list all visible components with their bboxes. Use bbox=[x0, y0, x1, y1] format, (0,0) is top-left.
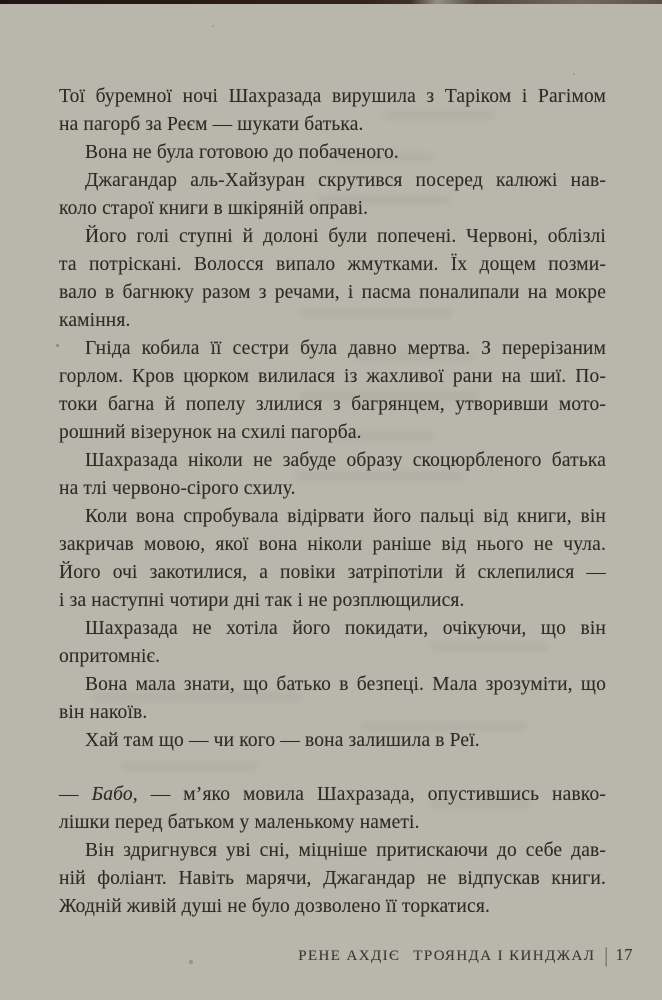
text-segment: Хай там що — чи кого — вона залишила в Реї. bbox=[85, 730, 480, 751]
text-line bbox=[59, 139, 606, 167]
text-line bbox=[59, 699, 606, 727]
text-line bbox=[59, 195, 606, 223]
text-segment: на пагорб за Реєм — шукати батька. bbox=[59, 114, 364, 135]
text-line bbox=[59, 307, 606, 335]
footer-page-number: 17 bbox=[615, 945, 633, 964]
text-segment: Жодній живій душі не було дозволено її торкатися. bbox=[59, 896, 490, 917]
page-top-edge-shadow bbox=[0, 0, 662, 4]
text-segment: Його голі ступні й долоні були попечені. Червоні, облізлі bbox=[85, 226, 606, 247]
text-line bbox=[59, 335, 606, 363]
text-line bbox=[59, 865, 606, 893]
footer-book-title: ТРОЯНДА І КИНДЖАЛ bbox=[413, 948, 596, 964]
paragraph bbox=[59, 83, 606, 139]
text-segment: Він здригнувся уві сні, міцніше притискаючи до себе дав- bbox=[85, 840, 606, 861]
text-line bbox=[59, 671, 606, 699]
paragraph bbox=[59, 727, 606, 755]
text-line bbox=[59, 251, 606, 279]
paragraph bbox=[59, 167, 606, 223]
text-line bbox=[59, 531, 606, 559]
text-segment: Шахразада не хотіла його покидати, очікуючи, що він bbox=[85, 618, 606, 639]
footer-separator: | bbox=[605, 943, 608, 967]
text-line bbox=[59, 419, 606, 447]
text-line bbox=[59, 447, 606, 475]
footer-author: РЕНЕ АХДІЄ bbox=[298, 948, 401, 964]
text-line bbox=[59, 809, 606, 837]
text-line bbox=[59, 615, 606, 643]
text-segment: він накоїв. bbox=[59, 702, 148, 723]
text-line bbox=[59, 587, 606, 615]
text-segment: горлом. Кров цюрком вилилася із жахливої рани на шиї. По- bbox=[59, 366, 606, 387]
text-line bbox=[59, 111, 606, 139]
text-segment: Гніда кобила її сестри була давно мертва. З перерізаним bbox=[85, 338, 606, 359]
text-line bbox=[59, 391, 606, 419]
paragraph bbox=[59, 503, 606, 615]
text-line bbox=[59, 503, 606, 531]
text-segment: Тої буремної ночі Шахразада вирушила з Таріком і Рагімом bbox=[59, 86, 606, 107]
text-line bbox=[59, 279, 606, 307]
italic-text-segment: Бабо, bbox=[91, 784, 138, 805]
text-segment: вало в багнюку разом з речами, і пасма поналипали на мокре bbox=[59, 282, 606, 303]
text-line bbox=[59, 167, 606, 195]
text-line bbox=[59, 83, 606, 111]
text-line bbox=[59, 559, 606, 587]
text-segment: рошний візерунок на схилі пагорба. bbox=[59, 422, 362, 443]
text-segment: на тлі червоно-сірого схилу. bbox=[59, 478, 296, 499]
text-line bbox=[59, 643, 606, 671]
paragraph bbox=[59, 447, 606, 503]
text-segment: лішки перед батьком у маленькому наметі. bbox=[59, 812, 420, 833]
text-segment: ній фоліант. Навіть марячи, Джагандар не відпускав книги. bbox=[59, 868, 606, 889]
text-line bbox=[59, 837, 606, 865]
text-segment: Його очі закотилися, а повіки затріпотіли й склепилися — bbox=[59, 562, 606, 583]
paragraph bbox=[59, 671, 606, 727]
text-line bbox=[59, 893, 606, 921]
paragraph bbox=[59, 781, 606, 837]
text-segment: Коли вона спробувала відірвати його пальці від книги, він bbox=[85, 506, 606, 527]
text-line bbox=[59, 223, 606, 251]
text-segment: токи багна й попелу злилися з багрянцем, утворивши мото- bbox=[59, 394, 606, 415]
paragraph bbox=[59, 837, 606, 921]
text-segment: Вона не була готовою до побаченого. bbox=[85, 142, 399, 163]
paragraph bbox=[59, 223, 606, 335]
paragraph bbox=[59, 139, 606, 167]
text-line bbox=[59, 475, 606, 503]
text-line bbox=[59, 781, 606, 809]
text-line bbox=[59, 363, 606, 391]
paragraph bbox=[59, 615, 606, 671]
text-segment: і за наступні чотири дні так і не розплющилися. bbox=[59, 590, 465, 611]
text-segment: закричав мовою, якої вона ніколи раніше від нього не чула. bbox=[59, 534, 606, 555]
text-segment: Джагандар аль-Хайзуран скрутився посеред калюжі нав- bbox=[85, 170, 606, 191]
paragraph bbox=[59, 335, 606, 447]
text-block bbox=[59, 83, 606, 921]
text-segment: та потріскані. Волосся випало жмутками. Їх дощем позми- bbox=[59, 254, 606, 275]
text-line bbox=[59, 727, 606, 755]
text-segment: Шахразада ніколи не забуде образу скоцюрбленого батька bbox=[85, 450, 606, 471]
paper-speck bbox=[212, 25, 214, 27]
page-footer bbox=[0, 941, 633, 966]
text-segment: — bbox=[59, 784, 92, 805]
text-segment: опритомніє. bbox=[59, 646, 161, 667]
text-segment: — м’яко мовила Шахразада, опустившись навко- bbox=[137, 784, 606, 805]
paper-speck bbox=[573, 73, 575, 75]
text-segment: коло старої книги в шкіряній оправі. bbox=[59, 198, 369, 219]
text-segment: каміння. bbox=[59, 310, 131, 331]
text-segment: Вона мала знати, що батько в безпеці. Мала зрозуміти, що bbox=[85, 674, 606, 695]
